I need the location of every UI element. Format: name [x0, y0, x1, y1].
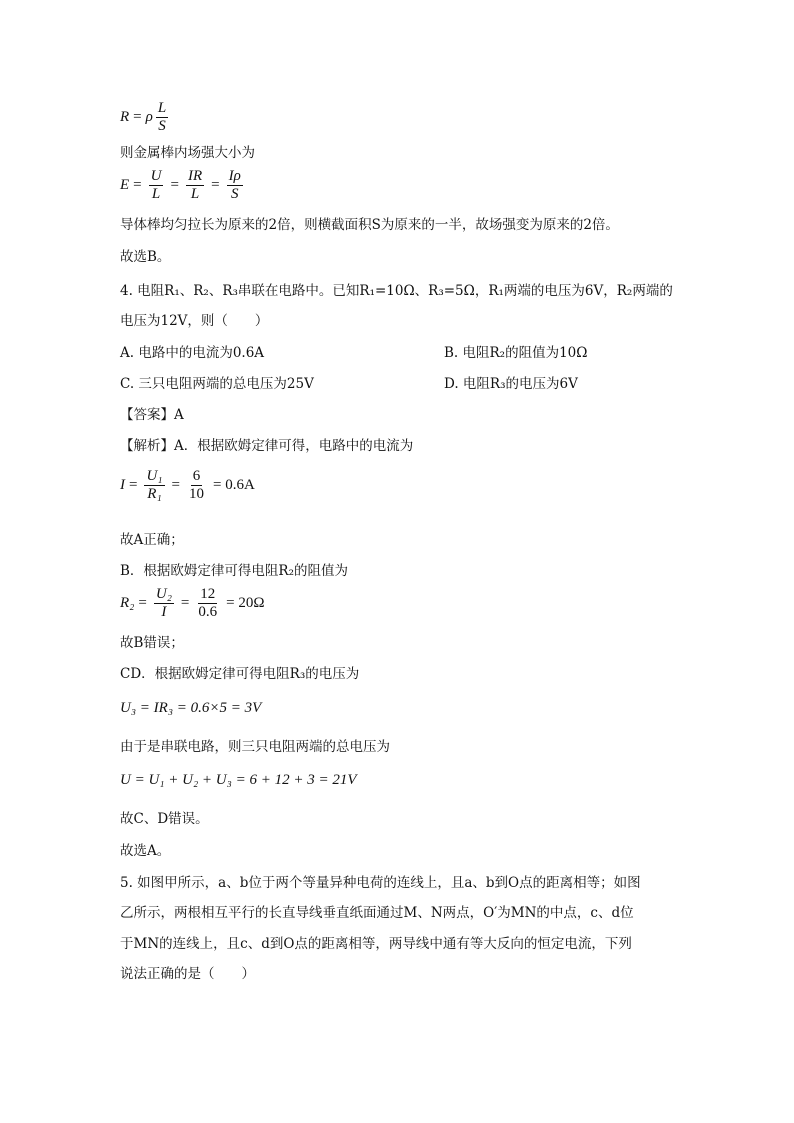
fraction-denominator: L [190, 186, 200, 202]
q4-stem-line2: 电压为12V，则（ ） [120, 313, 269, 329]
fraction [156, 100, 168, 135]
q5-stem-line1: 5. 如图甲所示，a、b位于两个等量异种电荷的连线上，且a、b到O点的距离相等；如图 [120, 875, 641, 891]
formula-result: = 20Ω [226, 595, 265, 611]
equals-sign: = [180, 595, 190, 611]
equals-sign: = [170, 177, 179, 193]
equals-sign: = [211, 177, 220, 193]
q4-b-wrong: 故B错误； [120, 635, 184, 651]
fraction-numerator: Iρ [228, 168, 241, 184]
formula-text: U = U₁ + U₂ + U₃ = 6 + 12 + 3 = 21V [120, 772, 357, 788]
q5-stem-line3: 于MN的连线上，且c、d到O点的距离相等，两导线中通有等大反向的恒定电流，下列 [120, 936, 632, 952]
fraction [154, 586, 174, 621]
formula-field-strength [120, 168, 246, 203]
fraction-numerator: U₂ [155, 586, 172, 602]
fraction-numerator: IR [187, 168, 203, 184]
equals-sign: = [138, 595, 147, 611]
q4-answer: 【答案】A [120, 407, 184, 423]
formula-current [120, 468, 259, 503]
equals-sign: = [133, 177, 142, 193]
fraction-numerator: 6 [192, 468, 201, 484]
fraction [149, 168, 164, 203]
q4-stem-line1: 4. 电阻R₁、R₂、R₃串联在电路中。已知R₁=10Ω、R₃=5Ω，R₁两端的电压为6V，R₂两端的 [120, 283, 673, 299]
formula-resistance-r2 [120, 586, 269, 621]
fraction [144, 468, 164, 503]
q4-option-c: C. 三只电阻两端的总电压为25V [120, 376, 314, 392]
formula-symbol: R [120, 109, 130, 125]
fraction-denominator: 0.6 [198, 604, 218, 620]
fraction-numerator: 12 [200, 586, 216, 602]
formula-symbol: ρ [145, 109, 153, 125]
q4-choose: 故选A。 [120, 843, 171, 859]
q4-b-intro: B．根据欧姆定律可得电阻R₂的阻值为 [120, 563, 348, 579]
q4-series-intro: 由于是串联电路，则三只电阻两端的总电压为 [120, 739, 390, 755]
formula-voltage-u3 [120, 700, 261, 717]
text-conclusion-q3: 导体棒均匀拉长为原来的2倍，则横截面积S为原来的一半，故场强变为原来的2倍。 [120, 217, 619, 233]
formula-result: = 0.6A [213, 477, 255, 493]
formula-total-voltage [120, 772, 357, 789]
q5-stem-line4: 说法正确的是（ ） [120, 966, 255, 982]
fraction [227, 168, 243, 203]
fraction-denominator: L [151, 186, 161, 202]
equals-sign: = [171, 477, 180, 493]
fraction-numerator: U₁ [146, 468, 163, 484]
q5-stem-line2: 乙所示，两根相互平行的长直导线垂直纸面通过M、N两点，O′为MN的中点，c、d位 [120, 905, 634, 921]
q4-cd-intro: CD．根据欧姆定律可得电阻R₃的电压为 [120, 666, 360, 682]
fraction [186, 168, 204, 203]
q4-option-a: A. 电路中的电流为0.6A [120, 345, 265, 361]
fraction-denominator: 10 [189, 486, 204, 502]
formula-symbol: E [120, 177, 130, 193]
fraction-numerator: L [157, 100, 167, 116]
fraction-numerator: U [150, 168, 162, 184]
q4-option-b: B. 电阻R₂的阻值为10Ω [444, 345, 588, 361]
equals-sign: = [129, 477, 138, 493]
q4-analysis: 【解析】A．根据欧姆定律可得，电路中的电流为 [120, 438, 414, 454]
fraction-denominator: S [230, 186, 239, 202]
q4-a-correct: 故A正确； [120, 532, 184, 548]
text-choose-q3: 故选B。 [120, 249, 171, 265]
fraction-denominator: R₁ [147, 486, 162, 502]
q4-cd-wrong: 故C、D错误。 [120, 811, 209, 827]
equals-sign: = [133, 109, 142, 125]
q4-option-d: D. 电阻R₃的电压为6V [444, 376, 578, 392]
fraction-denominator: I [161, 604, 167, 620]
formula-symbol: I [120, 477, 125, 493]
fraction [196, 586, 219, 621]
formula-resistance [120, 100, 171, 135]
formula-symbol: R₂ [120, 595, 135, 611]
fraction-denominator: S [158, 118, 166, 134]
fraction [187, 468, 206, 503]
formula-text: U₃ = IR₃ = 0.6×5 = 3V [120, 700, 262, 716]
text-field-intro: 则金属棒内场强大小为 [120, 145, 255, 161]
